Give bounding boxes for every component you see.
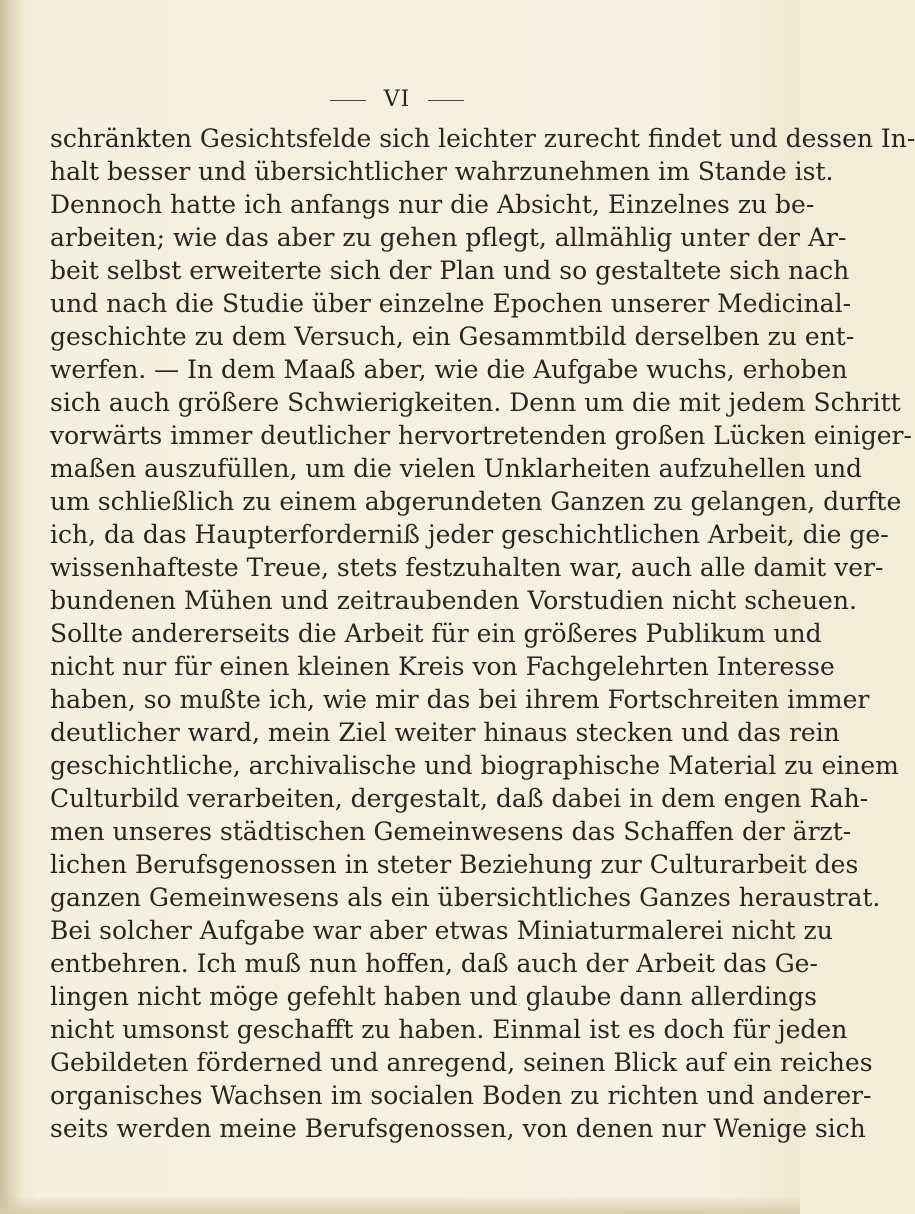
text-line: vorwärts immer deutlicher hervortretenden großen Lücken einiger- bbox=[50, 421, 912, 450]
text-line: Gebildeten förderned und anregend, seinen Blick auf ein reiches bbox=[50, 1048, 873, 1077]
text-line: nicht umsonst geschafft zu haben. Einmal ist es doch für jeden bbox=[50, 1015, 848, 1044]
page-number: VI bbox=[383, 87, 411, 112]
page-header bbox=[0, 84, 800, 114]
body-text bbox=[50, 122, 915, 1182]
text-line: maßen auszufüllen, um die vielen Unklarheiten aufzuhellen und bbox=[50, 454, 863, 483]
text-line: lichen Berufsgenossen in steter Beziehung zur Culturarbeit des bbox=[50, 850, 859, 879]
text-line: arbeiten; wie das aber zu gehen pflegt, allmählig unter der Ar- bbox=[50, 223, 847, 252]
text-line: Culturbild verarbeiten, dergestalt, daß dabei in dem engen Rah- bbox=[50, 784, 869, 813]
text-line: bundenen Mühen und zeitraubenden Vorstudien nicht scheuen. bbox=[50, 586, 857, 615]
text-line: schränkten Gesichtsfelde sich leichter zurecht findet und dessen In- bbox=[50, 124, 915, 153]
text-line: und nach die Studie über einzelne Epochen unserer Medicinal- bbox=[50, 289, 852, 318]
text-line: entbehren. Ich muß nun hoffen, daß auch der Arbeit das Ge- bbox=[50, 949, 818, 978]
text-line: seits werden meine Berufsgenossen, von denen nur Wenige sich bbox=[50, 1114, 866, 1143]
text-line: ganzen Gemeinwesens als ein übersichtliches Ganzes heraustrat. bbox=[50, 883, 881, 912]
text-line: sich auch größere Schwierigkeiten. Denn um die mit jedem Schritt bbox=[50, 388, 901, 417]
text-line: beit selbst erweiterte sich der Plan und so gestaltete sich nach bbox=[50, 256, 850, 285]
page-bottom-edge bbox=[0, 1196, 800, 1214]
binding-shadow bbox=[0, 0, 22, 1214]
text-line: werfen. — In dem Maaß aber, wie die Aufgabe wuchs, erhoben bbox=[50, 355, 848, 384]
text-line: halt besser und übersichtlicher wahrzunehmen im Stande ist. bbox=[50, 157, 834, 186]
text-line: lingen nicht möge gefehlt haben und glaube dann allerdings bbox=[50, 982, 817, 1011]
text-line: geschichtliche, archivalische und biographische Material zu einem bbox=[50, 751, 899, 780]
text-line: um schließlich zu einem abgerundeten Ganzen zu gelangen, durfte bbox=[50, 487, 902, 516]
text-line: haben, so mußte ich, wie mir das bei ihrem Fortschreiten immer bbox=[50, 685, 870, 714]
text-line: organisches Wachsen im socialen Boden zu richten und anderer- bbox=[50, 1081, 872, 1110]
text-line: nicht nur für einen kleinen Kreis von Fachgelehrten Interesse bbox=[50, 652, 835, 681]
text-line: Dennoch hatte ich anfangs nur die Absicht, Einzelnes zu be- bbox=[50, 190, 815, 219]
text-line: Bei solcher Aufgabe war aber etwas Miniaturmalerei nicht zu bbox=[50, 916, 833, 945]
header-rule-left bbox=[330, 100, 366, 101]
text-line: deutlicher ward, mein Ziel weiter hinaus stecken und das rein bbox=[50, 718, 840, 747]
text-line: geschichte zu dem Versuch, ein Gesammtbild derselben zu ent- bbox=[50, 322, 855, 351]
text-line: Sollte andererseits die Arbeit für ein größeres Publikum und bbox=[50, 619, 822, 648]
text-line: men unseres städtischen Gemeinwesens das Schaffen der ärzt- bbox=[50, 817, 852, 846]
header-rule-right bbox=[428, 100, 464, 101]
text-line: ich, da das Haupterforderniß jeder geschichtlichen Arbeit, die ge- bbox=[50, 520, 889, 549]
text-line: wissenhafteste Treue, stets festzuhalten war, auch alle damit ver- bbox=[50, 553, 884, 582]
